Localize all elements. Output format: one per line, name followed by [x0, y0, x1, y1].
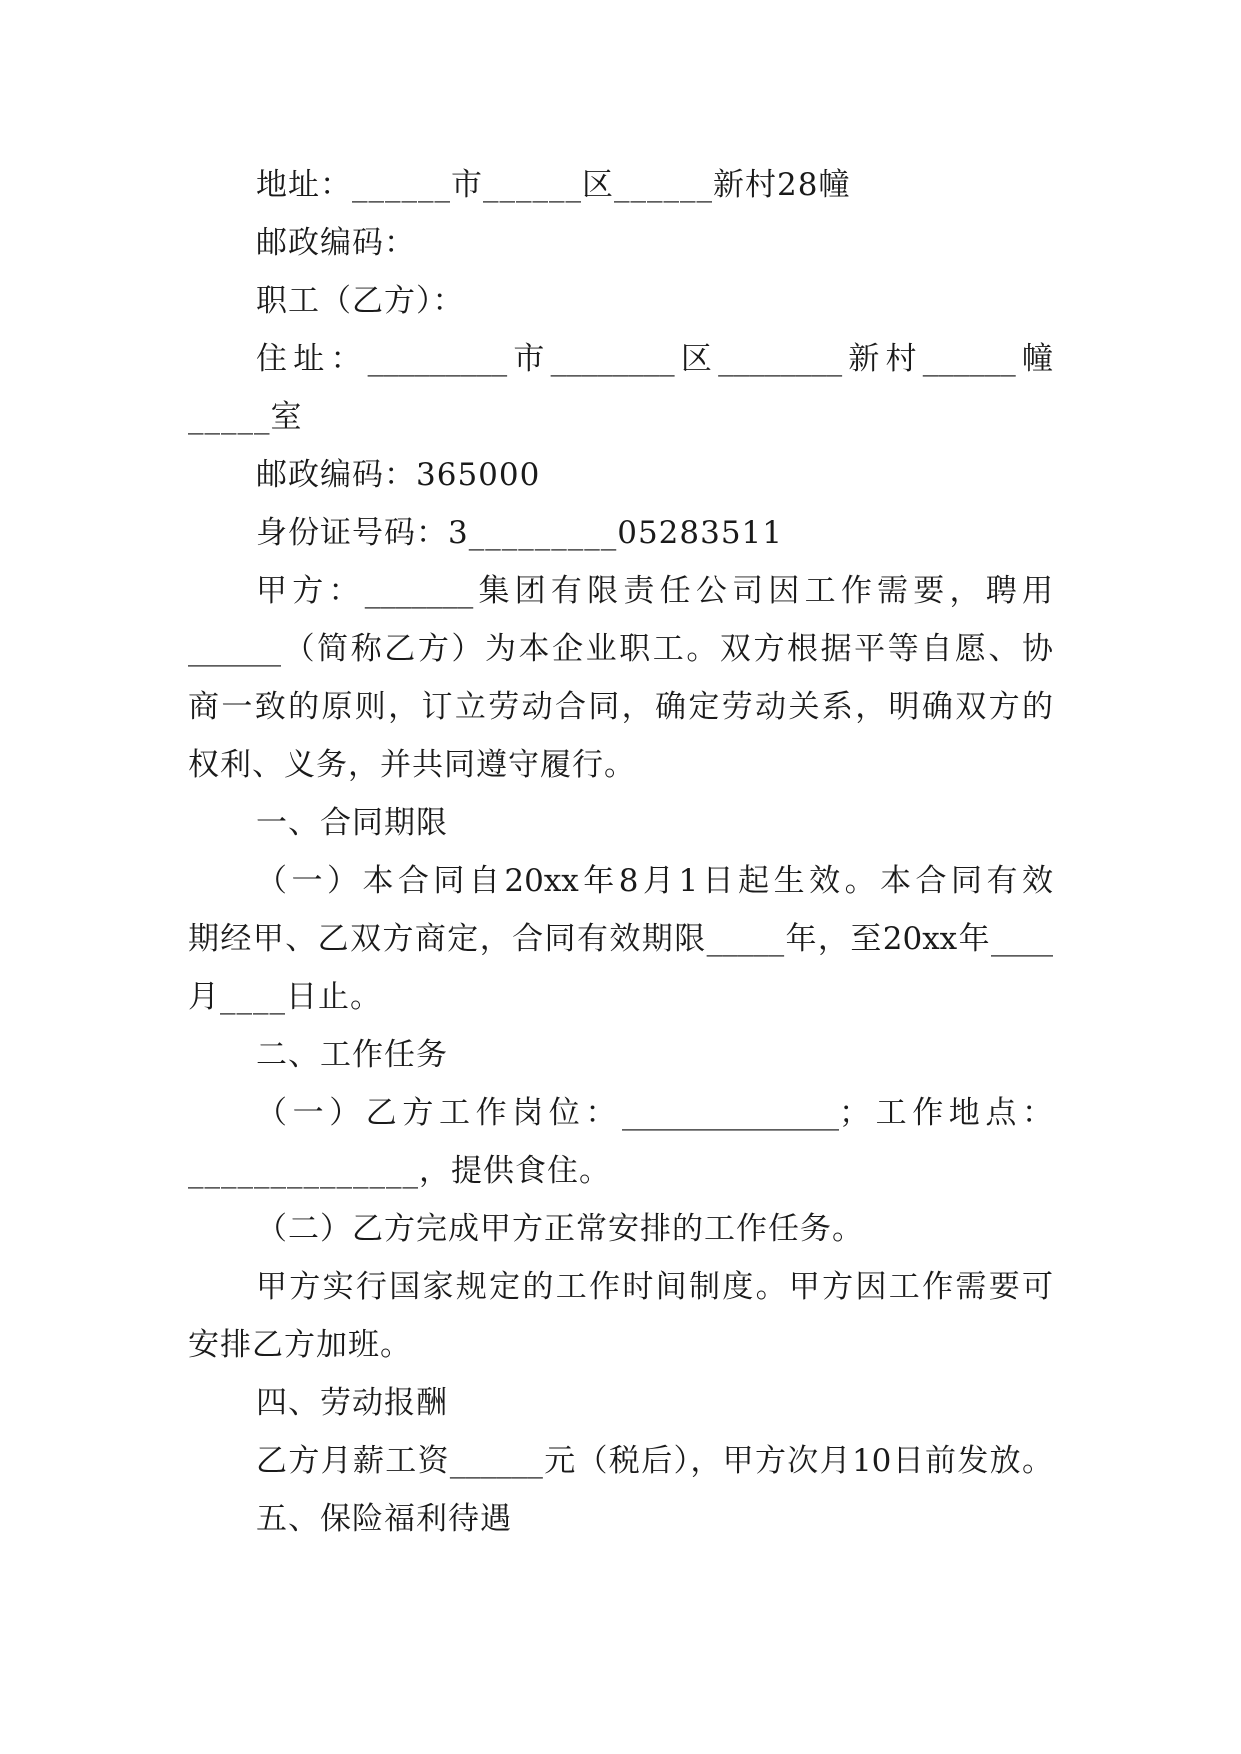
work-hours-line-1: 甲方实行国家规定的工作时间制度。甲方因工作需要可: [256, 1269, 1053, 1305]
term-paragraph-line-1: （一）本合同自20xx年8月1日起生效。本合同有效: [256, 863, 1053, 899]
work-hours-line-2: 安排乙方加班。: [188, 1327, 412, 1363]
postal-code-line: 邮政编码：: [256, 225, 416, 261]
term-paragraph-line-2: 期经甲、乙双方商定，合同有效期限_____年，至20xx年____: [188, 921, 1053, 957]
intro-paragraph-line-4: 权利、义务，并共同遵守履行。: [188, 747, 636, 783]
id-number-line: 身份证号码：3_________05283511: [256, 515, 784, 551]
section-heading-compensation: 四、劳动报酬: [256, 1385, 448, 1421]
section-heading-insurance: 五、保险福利待遇: [256, 1501, 512, 1537]
residence-line: 住址：_________市________区________新村______幢: [256, 341, 1053, 377]
intro-paragraph-line-3: 商一致的原则，订立劳动合同，确定劳动关系，明确双方的: [188, 689, 1053, 725]
address-line: 地址：______市______区______新村28幢: [256, 167, 851, 203]
tasks-paragraph-line-2: ______________，提供食住。: [188, 1153, 611, 1189]
section-heading-term: 一、合同期限: [256, 805, 448, 841]
residence-room-line: _____室: [188, 399, 303, 435]
document-body: [188, 156, 1053, 1548]
section-heading-tasks: 二、工作任务: [256, 1037, 448, 1073]
intro-paragraph-line-1: 甲方：_______集团有限责任公司因工作需要，聘用: [256, 573, 1053, 609]
salary-line: 乙方月薪工资______元（税后），甲方次月10日前发放。: [256, 1443, 1053, 1479]
intro-paragraph-line-2: ______（简称乙方）为本企业职工。双方根据平等自愿、协: [188, 631, 1053, 667]
tasks-item-two: （二）乙方完成甲方正常安排的工作任务。: [256, 1211, 864, 1247]
employee-party-heading: 职工（乙方）：: [256, 283, 465, 319]
term-paragraph-line-3: 月____日止。: [188, 979, 382, 1015]
tasks-paragraph-line-1: （一）乙方工作岗位：______________；工作地点：: [256, 1095, 1053, 1131]
employee-postal-code-line: 邮政编码：365000: [256, 457, 541, 493]
